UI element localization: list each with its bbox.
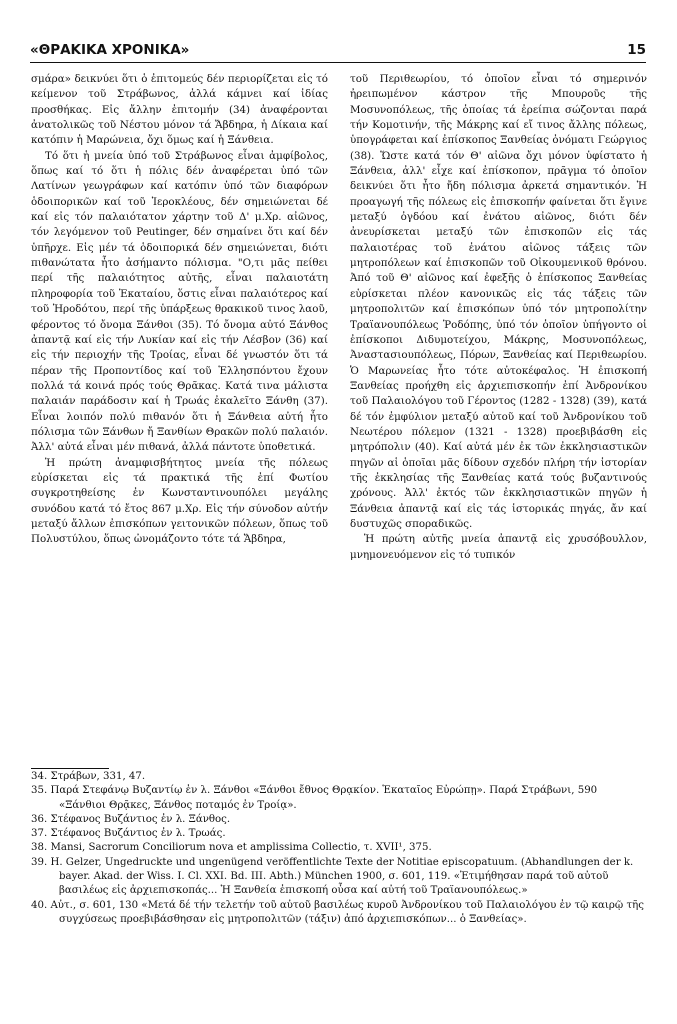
footnote-37: 37. Στέφανος Βυζάντιος ἐν λ. Τρωάς. <box>31 828 226 840</box>
left-column <box>31 72 328 762</box>
right-paragraph-1: τοῦ Περιθεωρίου, τό ὁποῖον εἶναι τό σημερινόν ἠρειπωμένον κάστρον τῆς Μπουροῦς τῆς Μοσυνοπόλεως, τῆς ὁποίας τά ἐρείπια σώζονται παρά τήν Κομοτινήν, τῆς Μάκρης καί εἴ τινος ἄλλης πόλεως, ὑπογράφεται καί ἐπίσκοπος Ξανθείας ὀνόματι Γεώργιος (38). Ὥστε κατά τόν Θ' αἰῶνα ὄχι μόνον ὑφίστατο ἡ Ξάνθεια, ἀλλ' εἶχε καί ἐπίσκοπον, πρᾶγμα τό ὁποῖον δεικνύει ὅτι ἦτο ἤδη πόλισμα ἀρκετά σημαντικόν. Ἡ προαγωγή τῆς πόλεως εἰς ἐπισκοπήν φαίνεται ὅτι ἔγινε μεταξύ ὀγδόου καί ἐνάτου αἰῶνος, διότι δέν ἀνευρίσκεται μεταξύ τῶν ἐπισκοπῶν εἰς τάς παλαιοτέρας τοῦ ἐνάτου αἰῶνος τάξεις τῶν μητροπόλεων καί ἐπισκοπῶν τοῦ Οἰκουμενικοῦ θρόνου. Ἀπό τοῦ Θ' αἰῶνος καί ἐφεξῆς ὁ ἐπίσκοπος Ξανθείας εὑρίσκεται πλέον κανονικῶς εἰς τάς τάξεις τῶν μητροπολιτῶν καί ἐπισκόπων ὑπό τόν μητροπολίτην Τραϊανουπόλεως Ῥοδόπης, ὑπό τόν ὁποῖον ὑπήγοντο οἱ ἐπίσκοποι Διδυμοτείχου, Μάκρης, Μοσυνοπόλεως, Ἀναστασιουπόλεως, Πόρων, Ξανθείας καί Περιθεωρίου. Ὁ Μαρωνείας ἦτο τότε αὐτοκέφαλος. Ἡ ἐπισκοπή Ξανθείας προήχθη εἰς ἀρχιεπισκοπήν ἐπί Ἀνδρονίκου τοῦ Παλαιολόγου τοῦ Γέροντος (1282 - 1328) (39), κατά δέ τόν ἐμφύλιον μεταξύ αὐτοῦ καί τοῦ Ἀνδρονίκου τοῦ Νεωτέρου πόλεμον (1321 - 1328) προεβιβάσθη εἰς μητρόπολιν (40). Καί αὐτά μέν ἐκ τῶν ἐκκλησιαστικῶν πηγῶν αἱ ὁποῖαι μᾶς δίδουν σχεδόν πλήρη τήν ἱστορίαν τῆς ἐκκλησίας τῆς Ξανθείας κατά τούς βυζαντινούς χρόνους. Ἀλλ' ἐκτός τῶν ἐκκλησιαστικῶν πηγῶν ἡ Ξάνθεια ἀπαντᾷ καί εἰς τάς ἱστορικάς πηγάς, ἄν καί δυστυχῶς σποραδικῶς. <box>350 73 647 530</box>
left-paragraph-2: Τό ὅτι ἡ μνεία ὑπό τοῦ Στράβωνος εἶναι ἀμφίβολος, ὅπως καί τό ὅτι ἡ πόλις δέν ἀναφέρεται ὑπό τῶν Λατίνων γεωγράφων καί κατόπιν ὑπό τῶν διαφόρων ὁδοιπορικῶν καί τοῦ Ἱεροκλέους, δέν σημειώνεται δέ καί εἰς τόν παλαιότατον χάρτην τοῦ Δ' μ.Χρ. αἰῶνος, τόν λεγόμενον τοῦ Peutinger, δέν σημαίνει ὅτι καί δέν ὑπῆρχε. Εἰς μέν τά ὁδοιπορικά δέν σημειώνεται, διότι πιθανώτατα ἦτο ἀσήμαντο πόλισμα. "Ο,τι μᾶς πείθει περί τῆς παλαιότητος αὐτῆς, εἶναι παλαιοτάτη πληροφορία τοῦ Ἑκαταίου, ὅστις εἶναι παλαιότερος καί τοῦ Ἡροδότου, περί τῆς ὑπάρξεως θρακικοῦ τινος λαοῦ, φέροντος τό ὄνομα Ξάνθοι (35). Τό ὄνομα αὐτό Ξάνθος ἀπαντᾷ καί εἰς τήν Λυκίαν καί εἰς τήν Λέσβον (36) καί εἰς τήν περιοχήν τῆς Τροίας, εἶναι δέ γνωστόν ὅτι τά πέραν τῆς Προποντίδος καί τοῦ Ἑλλησπόντου ἔχουν πολλά τά κοινά πρός τούς Θρᾶκας. Κατά τινα μάλιστα παλαιάν παράδοσιν καί ἡ Τρωάς ἐκαλεῖτο Ξάνθη (37). Εἶναι λοιπόν πολύ πιθανόν ὅτι ἡ Ξάνθεια αὐτή ἦτο πόλισμα τῶν Ξάνθων ἤ Ξανθίων Θρακῶν πολύ παλαιόν. Ἀλλ' αὐτά εἶναι μέν πιθανά, ἀλλά πάντοτε ὑποθετικά. <box>31 149 328 454</box>
page-number: 15 <box>627 42 646 58</box>
left-paragraph-3: Ἡ πρώτη ἀναμφισβήτητος μνεία τῆς πόλεως εὑρίσκεται εἰς τά πρακτικά τῆς ἐπί Φωτίου συγκροτηθείσης ἐν Κωνσταντινουπόλει μεγάλης συνόδου κατά τό ἔτος 867 μ.Χρ. Εἰς τήν σύνοδον αὐτήν μεταξύ ἄλλων ἐπισκόπων γειτονικῶν πόλεων, ὅπως τοῦ Πολυστύλου, ὅπως ὠνομάζοντο τότε τά Ἄβδηρα, <box>31 456 328 546</box>
footnote-35: 35. Παρά Στεφάνῳ Βυζαντίῳ ἐν λ. Ξάνθοι «Ξάνθοι ἔθνος Θρᾳκίον. Ἑκαταῖος Εὐρώπῃ». Παρά Στράβωνι, 590 «Ξάνθιοι Θρᾷκες, Ξάνθος ποταμός ἐν Τροίᾳ». <box>31 785 598 811</box>
footnote-39: 39. H. Gelzer, Ungedruckte und ungenügend veröffentlichte Texte der Notitiae episcopatuum. (Abhandlungen der k. bayer. Akad. der Wiss. I. Cl. XXI. Bd. III. Abth.) München 1900, σ. 601, 119. «Ἐτιμήθησαν παρά τοῦ αὐτοῦ βασιλέως εἰς ἀρχιεπισκοπάς... Ἡ Ξανθεία ἐπισκοπή οὖσα καί αὐτή τοῦ Τραϊανουπόλεως.» <box>31 856 634 897</box>
footnote-rule <box>31 768 109 769</box>
footnote-40: 40. Αὐτ., σ. 601, 130 «Μετά δέ τήν τελετήν τοῦ αὐτοῦ βασιλέως κυροῦ Ἀνδρονίκου τοῦ Παλαιολόγου ἐν τῷ καιρῷ τῆς συγχύσεως προεβιβάσθησαν εἰς μητροπολιτῶν (τάξιν) ἀπό ἀρχιεπισκόπων... ὁ Ξανθείας». <box>31 899 644 925</box>
header-rule <box>30 62 646 63</box>
footnote-36: 36. Στέφανος Βυζάντιος ἐν λ. Ξάνθος. <box>31 813 231 825</box>
right-paragraph-2: Ἡ πρώτη αὐτῆς μνεία ἀπαντᾷ εἰς χρυσόβουλλον, μνημονευόμενον εἰς τό τυπικόν <box>350 533 647 561</box>
footnote-38: 38. Mansi, Sacrorum Conciliorum nova et amplissima Collectio, τ. XVII¹, 375. <box>31 842 432 854</box>
right-column <box>350 72 647 762</box>
footnote-34: 34. Στράβων, 331, 47. <box>31 771 146 782</box>
body-columns <box>31 72 647 762</box>
running-title: «ΘΡΑΚΙΚΑ ΧΡΟΝΙΚΑ» <box>30 42 190 58</box>
running-header <box>30 42 646 58</box>
left-paragraph-1: σμάρα» δεικνύει ὅτι ὁ ἐπιτομεύς δέν περιορίζεται εἰς τό κείμενον τοῦ Στράβωνος, ἀλλά κάμνει καί ἰδίας προσθήκας. Εἰς ἄλλην ἐπιτομήν (34) ἀναφέρονται ἀνατολικῶς τοῦ Νέστου μόνον τά Ἄβδηρα, ἡ Δίκαια καί κατόπιν ἡ Μαρώνεια, ὄχι ὅμως καί ἡ Ξάνθεια. <box>31 73 328 147</box>
footnotes <box>31 770 647 927</box>
